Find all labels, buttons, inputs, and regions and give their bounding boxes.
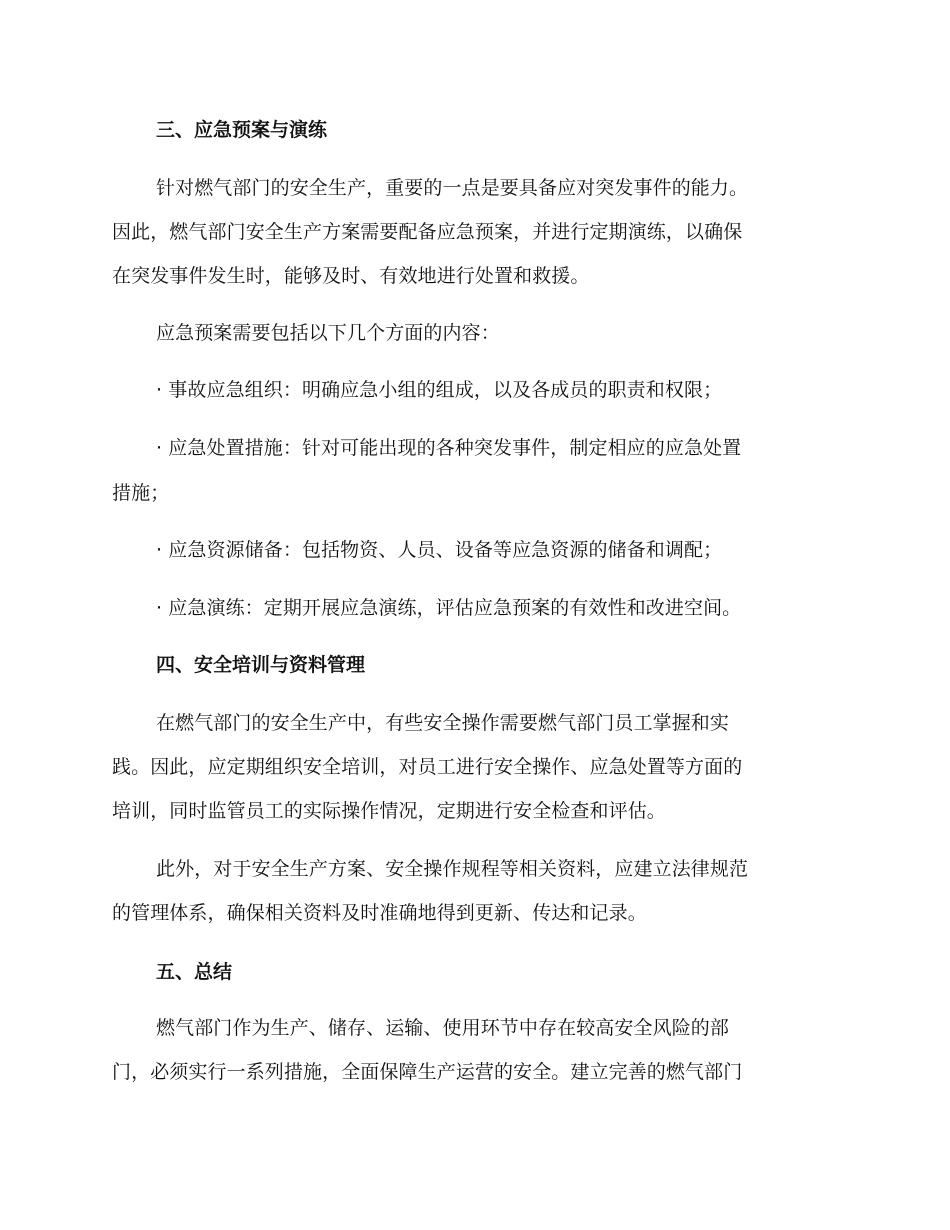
bullet-item-emergency-measures: · 应急处置措施：针对可能出现的各种突发事件，制定相应的应急处置	[156, 437, 742, 459]
section-heading-summary: 五、总结	[156, 961, 233, 983]
paragraph-line: 此外，对于安全生产方案、安全操作规程等相关资料，应建立法律规范	[156, 858, 749, 880]
paragraph-line: 培训，同时监管员工的实际操作情况，定期进行安全检查和评估。	[112, 800, 666, 822]
bullet-item-emergency-organization: · 事故应急组织：明确应急小组的组成，以及各成员的职责和权限；	[156, 379, 723, 401]
paragraph-line: 针对燃气部门的安全生产，重要的一点是要具备应对突发事件的能力。	[156, 177, 749, 199]
paragraph-line: 门，必须实行一系列措施，全面保障生产运营的安全。建立完善的燃气部门	[112, 1061, 743, 1083]
bullet-item-continuation: 措施；	[112, 482, 170, 504]
paragraph-line: 因此，燃气部门安全生产方案需要配备应急预案，并进行定期演练，以确保	[112, 221, 743, 243]
paragraph-line: 的管理体系，确保相关资料及时准确地得到更新、传达和记录。	[112, 902, 647, 924]
section-heading-safety-training: 四、安全培训与资料管理	[156, 654, 366, 676]
section-heading-emergency-plan: 三、应急预案与演练	[156, 119, 328, 141]
bullet-item-emergency-resources: · 应急资源储备：包括物资、人员、设备等应急资源的储备和调配；	[156, 539, 723, 561]
paragraph-line: 在突发事件发生时，能够及时、有效地进行处置和救援。	[112, 265, 590, 287]
paragraph-line: 应急预案需要包括以下几个方面的内容：	[156, 322, 500, 344]
bullet-item-emergency-drill: · 应急演练：定期开展应急演练，评估应急预案的有效性和改进空间。	[156, 597, 742, 619]
paragraph-line: 践。因此，应定期组织安全培训，对员工进行安全操作、应急处置等方面的	[112, 756, 743, 778]
paragraph-line: 在燃气部门的安全生产中，有些安全操作需要燃气部门员工掌握和实	[156, 712, 730, 734]
paragraph-line: 燃气部门作为生产、储存、运输、使用环节中存在较高安全风险的部	[156, 1017, 730, 1039]
